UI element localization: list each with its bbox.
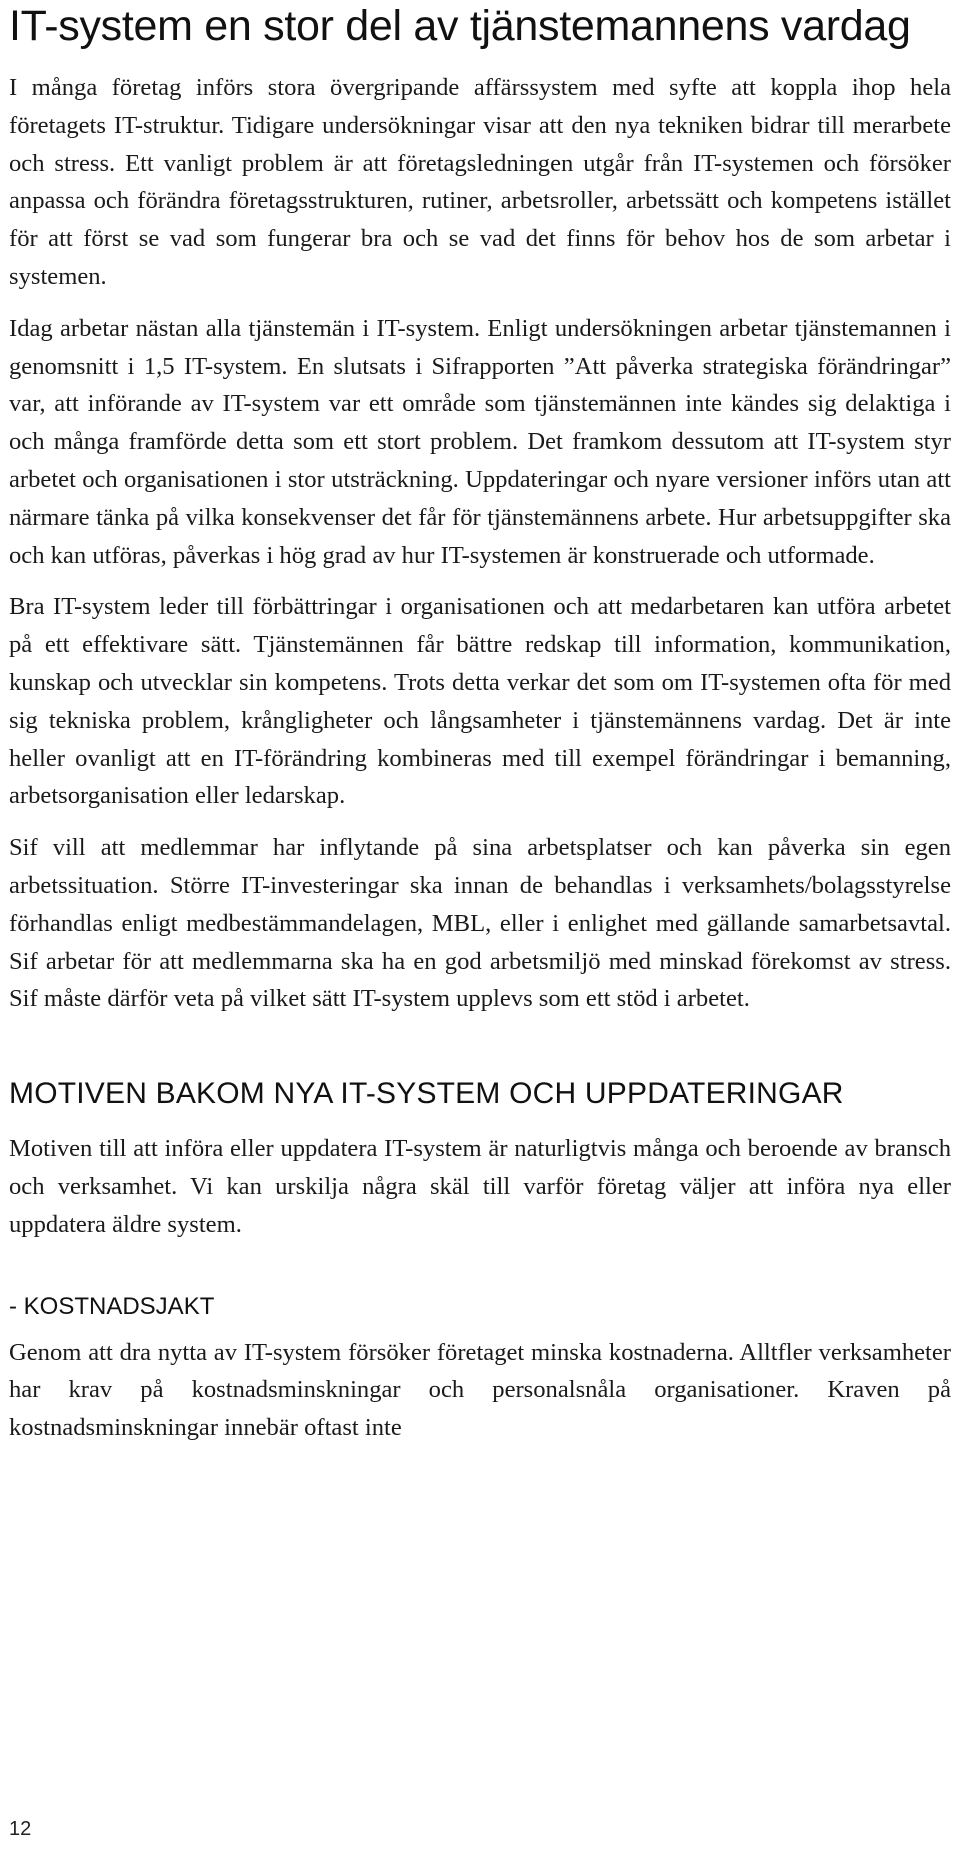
paragraph-3: Bra IT-system leder till förbättringar i organisationen och att medarbetaren kan utföra arbetet på ett effektivare sätt. Tjänstemännen får bättre redskap till information, kommunikation, kunskap och utvecklar sin kompetens. Trots detta verkar det som om IT-systemen ofta för med sig tekniska problem, krångligheter och långsamheter i tjänstemännens vardag. Det är inte heller ovanligt att en IT-förändring kombineras med till exempel förändringar i bemanning, arbetsorganisation eller ledarskap. bbox=[9, 593, 951, 810]
title-wrap bbox=[9, 0, 951, 53]
page-number: 12 bbox=[9, 1818, 32, 1840]
page-title: IT-system en stor del av tjänstemannens vardag bbox=[9, 2, 911, 50]
paragraph-2: Idag arbetar nästan alla tjänstemän i IT-system. Enligt undersökningen arbetar tjänstemannen i genomsnitt i 1,5 IT-system. En slutsats i Sifrapporten ”Att påverka strategiska förändringar” var, att införande av IT-system var ett område som tjänstemännen inte kändes sig delaktiga i och många framförde detta som ett stort problem. Det framkom dessutom att IT-system styr arbetet och organisationen i stor utsträckning. Uppdateringar och nyare versioner införs utan att närmare tänka på vilka konsekvenser det får för tjänstemännens arbete. Hur arbetsuppgifter ska och kan utföras, påverkas i hög grad av hur IT-systemen är konstruerade och utformade. bbox=[9, 314, 951, 569]
paragraph-4: Sif vill att medlemmar har inflytande på sina arbetsplatser och kan påverka sin egen arbetssituation. Större IT-investeringar ska innan de behandlas i verksamhets/bolagsstyrelse förhandlas enligt medbestämmandelagen, MBL, eller i enlighet med gällande samarbetsavtal. Sif arbetar för att medlemmarna ska ha en god arbetsmiljö med minskad förekomst av stress. Sif måste därför veta på vilket sätt IT-system upplevs som ett stöd i arbetet. bbox=[9, 834, 951, 1013]
subsection-heading: - KOSTNADSJAKT bbox=[9, 1292, 215, 1320]
document-page bbox=[9, 0, 951, 1461]
section-heading: MOTIVEN BAKOM NYA IT-SYSTEM OCH UPPDATERINGAR bbox=[9, 1077, 844, 1111]
section-paragraph: Motiven till att införa eller uppdatera IT-system är naturligtvis många och beroende av bransch och verksamhet. Vi kan urskilja några skäl till varför företag väljer att införa nya eller uppdatera äldre system. bbox=[9, 1135, 951, 1238]
subsection-paragraph: Genom att dra nytta av IT-system försöker företaget minska kostnaderna. Alltfler verksamheter har krav på kostnadsminskningar och personalsnåla organisationer. Kraven på kostnadsminskningar innebär oftast inte bbox=[9, 1338, 951, 1442]
paragraph-1: I många företag införs stora övergripande affärssystem med syfte att koppla ihop hela företagets IT-struktur. Tidigare undersökningar visar att den nya tekniken bidrar till merarbete och stress. Ett vanligt problem är att företagsledningen utgår från IT-systemen och försöker anpassa och förändra företagsstrukturen, rutiner, arbetsroller, arbetssätt och kompetens istället för att först se vad som fungerar bra och se vad det finns för behov hos de som arbetar i systemen. bbox=[9, 74, 951, 290]
